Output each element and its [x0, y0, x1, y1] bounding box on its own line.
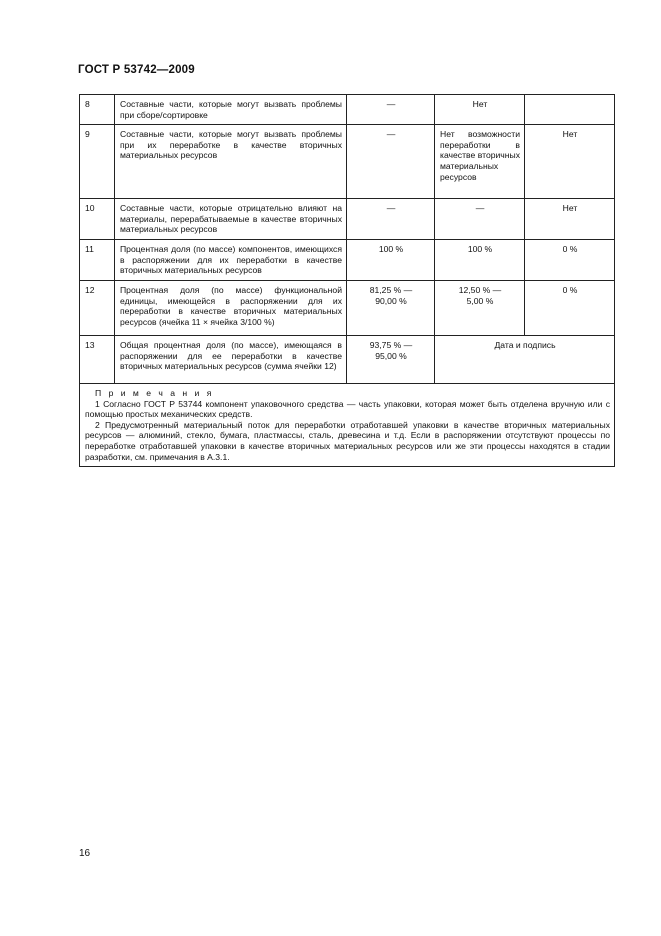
- row-number: 13: [80, 335, 115, 383]
- cell-col1: [347, 335, 435, 383]
- table-row: [80, 239, 615, 280]
- row-description: Процентная доля (по массе) функциональной единицы, имеющейся в распоряжении для их переработки в качестве вторичных материальных ресурсов (ячейка 11 × ячейка 3/100 %): [115, 280, 347, 335]
- notes-title: П р и м е ч а н и я: [95, 387, 214, 398]
- cell-col3: Нет: [525, 125, 615, 199]
- notes-row: [80, 383, 615, 466]
- cell-col3: [525, 95, 615, 125]
- cell-col1: —: [347, 95, 435, 125]
- assessment-table: [79, 94, 615, 467]
- row-description: Процентная доля (по массе) компонентов, имеющихся в распоряжении для их переработки в качестве вторичных материальных ресурсов: [115, 239, 347, 280]
- table-row: [80, 280, 615, 335]
- date-signature-cell: Дата и подпись: [435, 335, 615, 383]
- range-start: 93,75 % —: [369, 339, 413, 350]
- assessment-table-container: [79, 94, 614, 467]
- row-description: Общая процентная доля (по массе), имеющаяся в распоряжении для ее переработки в качестве вторичных материальных ресурсов (сумма ячейки 12): [115, 335, 347, 383]
- table-row: [80, 199, 615, 240]
- row-number: 8: [80, 95, 115, 125]
- table-row: [80, 95, 615, 125]
- cell-col2: [435, 280, 525, 335]
- range-end: 90,00 %: [375, 295, 407, 306]
- cell-col1: [347, 280, 435, 335]
- range-end: 95,00 %: [375, 350, 407, 361]
- row-number: 9: [80, 125, 115, 199]
- notes-cell: [80, 383, 615, 466]
- cell-col3: 0 %: [525, 239, 615, 280]
- row-number: 11: [80, 239, 115, 280]
- document-code: ГОСТ Р 53742—2009: [78, 64, 195, 76]
- note-item: 1 Согласно ГОСТ Р 53744 компонент упаковочного средства — часть упаковки, которая может быть отделена вручную или с помощью простых механических средств.: [85, 398, 610, 420]
- cell-col3: Нет: [525, 199, 615, 240]
- note-item: 2 Предусмотренный материальный поток для переработки отработавшей упаковки в качестве вторичных материальных ресурсов — алюминий, стекло, бумага, пластмассы, сталь, древесина и т.д. Если в распоряжении отсутствуют процессы по переработке отработавшей упаковки в качестве вторичных материальных ресурсов или же эти процессы находятся в стадии разработки, см. примечания в А.3.1.: [85, 419, 610, 462]
- cell-col2: 100 %: [435, 239, 525, 280]
- cell-col2: Нет возможности переработки в качестве вторичных материальных ресурсов: [435, 125, 525, 199]
- table-row: [80, 335, 615, 383]
- cell-col1: 100 %: [347, 239, 435, 280]
- range-end: 5,00 %: [466, 295, 494, 306]
- cell-col2: —: [435, 199, 525, 240]
- cell-col1: —: [347, 199, 435, 240]
- page-number: 16: [79, 848, 91, 859]
- cell-col2: Нет: [435, 95, 525, 125]
- table-row: [80, 125, 615, 199]
- row-number: 10: [80, 199, 115, 240]
- row-description: Составные части, которые могут вызвать проблемы при сборе/сортировке: [115, 95, 347, 125]
- cell-col3: 0 %: [525, 280, 615, 335]
- cell-col1: —: [347, 125, 435, 199]
- range-start: 12,50 % —: [458, 284, 502, 295]
- row-number: 12: [80, 280, 115, 335]
- row-description: Составные части, которые могут вызвать проблемы при их переработке в качестве вторичных материальных ресурсов: [115, 125, 347, 199]
- range-start: 81,25 % —: [369, 284, 413, 295]
- row-description: Составные части, которые отрицательно влияют на материалы, перерабатываемые в качестве вторичных материальных ресурсов: [115, 199, 347, 240]
